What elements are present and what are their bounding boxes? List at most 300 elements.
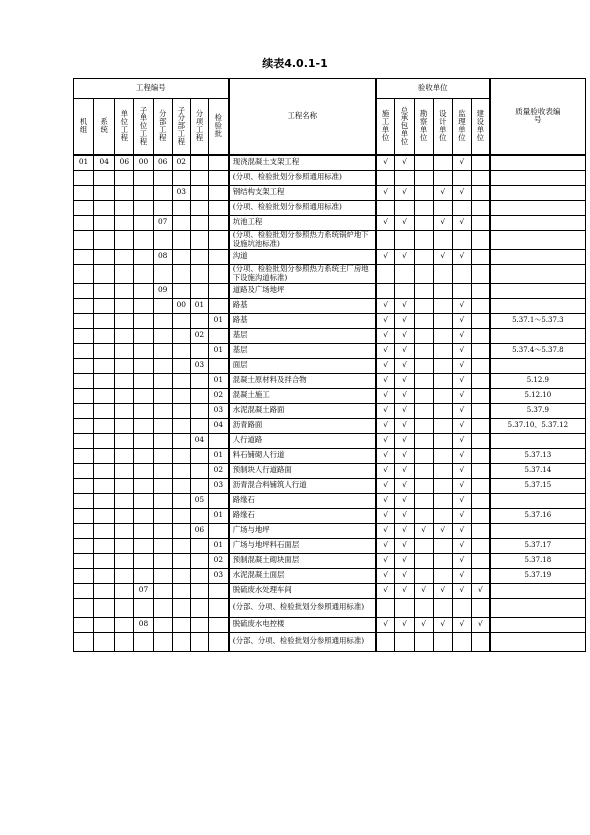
check-cell: √ — [452, 388, 471, 403]
check-cell — [452, 598, 471, 617]
check-cell — [433, 403, 452, 418]
check-cell — [414, 553, 433, 568]
code-cell — [74, 463, 94, 478]
quality-form-cell: 5.37.18 — [490, 553, 586, 568]
check-cell: √ — [395, 553, 414, 568]
check-cell — [414, 388, 433, 403]
check-cell — [471, 230, 489, 249]
code-cell — [153, 508, 172, 523]
check-cell — [414, 249, 433, 264]
code-cell — [115, 200, 134, 215]
code-cell: 08 — [153, 249, 172, 264]
code-cell — [94, 343, 115, 358]
check-cell — [471, 283, 489, 298]
check-cell — [471, 373, 489, 388]
quality-form-cell: 5.12.10 — [490, 388, 586, 403]
code-cell: 06 — [115, 155, 134, 171]
check-cell — [471, 553, 489, 568]
code-cell — [172, 478, 190, 493]
quality-form-cell — [490, 298, 586, 313]
code-cell — [172, 283, 190, 298]
code-cell — [115, 403, 134, 418]
quality-form-cell — [490, 598, 586, 617]
check-cell — [395, 170, 414, 185]
quality-form-cell — [490, 249, 586, 264]
code-cell — [134, 632, 153, 651]
check-cell: √ — [471, 583, 489, 598]
code-cell — [115, 283, 134, 298]
check-cell — [471, 478, 489, 493]
code-cell — [94, 448, 115, 463]
code-cell — [94, 185, 115, 200]
code-cell — [208, 264, 228, 283]
code-cell: 03 — [208, 403, 228, 418]
check-cell: √ — [376, 313, 395, 328]
quality-form-cell — [490, 230, 586, 249]
quality-form-cell — [490, 200, 586, 215]
quality-form-cell — [490, 215, 586, 230]
check-cell — [471, 493, 489, 508]
code-cell — [153, 598, 172, 617]
code-cell — [172, 493, 190, 508]
check-cell — [433, 463, 452, 478]
code-cell — [208, 185, 228, 200]
code-cell — [134, 388, 153, 403]
code-cell: 03 — [208, 568, 228, 583]
code-cell — [94, 478, 115, 493]
check-cell: √ — [452, 313, 471, 328]
check-cell — [452, 200, 471, 215]
check-cell — [433, 478, 452, 493]
header-unit-5: 建设单位 — [471, 99, 489, 155]
code-cell — [134, 298, 153, 313]
code-cell — [172, 328, 190, 343]
check-cell: √ — [376, 418, 395, 433]
check-cell: √ — [395, 508, 414, 523]
project-name-cell: 钢结构支架工程 — [229, 185, 376, 200]
code-cell — [208, 632, 228, 651]
code-cell: 06 — [190, 523, 208, 538]
table-row — [74, 328, 586, 343]
table-row — [74, 155, 586, 171]
check-cell: √ — [376, 403, 395, 418]
table-row — [74, 583, 586, 598]
table-row — [74, 264, 586, 283]
check-cell: √ — [452, 553, 471, 568]
code-cell — [208, 170, 228, 185]
code-cell — [153, 538, 172, 553]
code-cell — [74, 493, 94, 508]
check-cell — [433, 358, 452, 373]
code-cell: 01 — [208, 313, 228, 328]
check-cell — [452, 170, 471, 185]
project-name-cell: (分部、分项、检验批划分参照通用标准) — [229, 632, 376, 651]
check-cell: √ — [414, 617, 433, 632]
check-cell — [433, 230, 452, 249]
code-cell — [172, 523, 190, 538]
code-cell: 04 — [208, 418, 228, 433]
check-cell: √ — [376, 508, 395, 523]
code-cell — [190, 215, 208, 230]
check-cell: √ — [452, 403, 471, 418]
code-cell: 05 — [190, 493, 208, 508]
code-cell — [115, 523, 134, 538]
code-cell — [74, 388, 94, 403]
check-cell: √ — [376, 523, 395, 538]
project-name-cell: 水泥混凝土面层 — [229, 568, 376, 583]
code-cell — [190, 403, 208, 418]
check-cell: √ — [376, 373, 395, 388]
code-cell — [115, 448, 134, 463]
code-cell — [208, 298, 228, 313]
table-row — [74, 598, 586, 617]
table-row — [74, 358, 586, 373]
code-cell — [190, 448, 208, 463]
code-cell — [172, 313, 190, 328]
code-cell — [115, 433, 134, 448]
code-cell — [134, 373, 153, 388]
code-cell — [134, 313, 153, 328]
code-cell: 01 — [208, 373, 228, 388]
code-cell — [94, 617, 115, 632]
code-cell — [115, 298, 134, 313]
code-cell — [94, 249, 115, 264]
code-cell — [208, 358, 228, 373]
code-cell: 01 — [208, 448, 228, 463]
code-cell — [153, 170, 172, 185]
code-cell — [115, 313, 134, 328]
code-cell — [134, 358, 153, 373]
project-name-cell: 基层 — [229, 343, 376, 358]
header-col-6: 分项工程 — [190, 99, 208, 155]
code-cell — [94, 373, 115, 388]
code-cell — [172, 200, 190, 215]
check-cell — [414, 568, 433, 583]
quality-form-cell — [490, 358, 586, 373]
code-cell — [94, 403, 115, 418]
code-cell: 02 — [208, 388, 228, 403]
code-cell — [172, 215, 190, 230]
check-cell: √ — [452, 478, 471, 493]
code-cell — [208, 523, 228, 538]
project-name-cell: 广场与地坪 — [229, 523, 376, 538]
header-col-7: 检验批 — [208, 99, 228, 155]
project-name-cell: 广场与地坪料石面层 — [229, 538, 376, 553]
code-cell — [74, 170, 94, 185]
check-cell — [414, 200, 433, 215]
header-unit-2: 勘察单位 — [414, 99, 433, 155]
code-cell — [74, 583, 94, 598]
check-cell — [414, 508, 433, 523]
code-cell — [134, 328, 153, 343]
code-cell — [134, 463, 153, 478]
code-cell — [190, 388, 208, 403]
project-name-cell: 路基 — [229, 313, 376, 328]
code-cell — [172, 403, 190, 418]
check-cell — [414, 433, 433, 448]
code-cell — [134, 283, 153, 298]
code-cell — [172, 568, 190, 583]
code-cell — [94, 463, 115, 478]
quality-form-cell: 5.37.10、5.37.12 — [490, 418, 586, 433]
code-cell: 02 — [172, 155, 190, 171]
code-cell — [94, 298, 115, 313]
check-cell — [376, 200, 395, 215]
code-cell — [115, 328, 134, 343]
code-cell — [94, 170, 115, 185]
check-cell: √ — [376, 358, 395, 373]
code-cell — [134, 170, 153, 185]
code-cell — [94, 200, 115, 215]
table-row — [74, 523, 586, 538]
code-cell — [208, 200, 228, 215]
quality-form-cell — [490, 583, 586, 598]
check-cell: √ — [452, 508, 471, 523]
check-cell — [471, 388, 489, 403]
check-cell — [433, 538, 452, 553]
project-name-cell: 道路及广场地坪 — [229, 283, 376, 298]
check-cell — [433, 433, 452, 448]
code-cell — [153, 200, 172, 215]
check-cell: √ — [433, 617, 452, 632]
project-name-cell: 坑池工程 — [229, 215, 376, 230]
code-cell — [94, 632, 115, 651]
check-cell — [433, 170, 452, 185]
check-cell — [433, 283, 452, 298]
code-cell — [74, 185, 94, 200]
header-project-code: 工程编号 — [74, 79, 229, 99]
code-cell — [134, 249, 153, 264]
check-cell — [433, 598, 452, 617]
check-cell — [433, 313, 452, 328]
check-cell — [414, 328, 433, 343]
check-cell — [395, 283, 414, 298]
code-cell — [134, 200, 153, 215]
check-cell — [471, 358, 489, 373]
check-cell — [471, 598, 489, 617]
code-cell: 08 — [134, 617, 153, 632]
check-cell — [471, 448, 489, 463]
code-cell — [74, 230, 94, 249]
code-cell — [115, 583, 134, 598]
code-cell — [172, 433, 190, 448]
code-cell — [208, 493, 228, 508]
check-cell — [452, 283, 471, 298]
quality-form-cell: 5.37.13 — [490, 448, 586, 463]
check-cell — [414, 170, 433, 185]
check-cell — [414, 403, 433, 418]
code-cell: 07 — [153, 215, 172, 230]
check-cell: √ — [376, 617, 395, 632]
code-cell — [153, 403, 172, 418]
check-cell — [414, 598, 433, 617]
table-row — [74, 553, 586, 568]
quality-form-cell — [490, 185, 586, 200]
code-cell — [153, 264, 172, 283]
check-cell — [433, 553, 452, 568]
check-cell: √ — [433, 523, 452, 538]
check-cell — [471, 403, 489, 418]
code-cell: 01 — [208, 508, 228, 523]
quality-form-cell — [490, 328, 586, 343]
check-cell: √ — [395, 388, 414, 403]
project-name-cell: 人行道路 — [229, 433, 376, 448]
check-cell — [376, 264, 395, 283]
check-cell — [414, 418, 433, 433]
code-cell — [134, 403, 153, 418]
code-cell — [74, 283, 94, 298]
code-cell: 02 — [208, 463, 228, 478]
code-cell — [74, 632, 94, 651]
code-cell: 03 — [172, 185, 190, 200]
code-cell — [153, 463, 172, 478]
code-cell — [153, 617, 172, 632]
check-cell: √ — [452, 463, 471, 478]
check-cell: √ — [452, 493, 471, 508]
code-cell — [115, 598, 134, 617]
code-cell — [115, 617, 134, 632]
code-cell — [115, 185, 134, 200]
code-cell — [153, 298, 172, 313]
table-row — [74, 538, 586, 553]
check-cell — [414, 478, 433, 493]
check-cell — [433, 200, 452, 215]
code-cell — [172, 448, 190, 463]
code-cell — [115, 373, 134, 388]
code-cell — [94, 418, 115, 433]
quality-form-cell — [490, 170, 586, 185]
check-cell — [433, 328, 452, 343]
check-cell — [471, 328, 489, 343]
quality-form-cell — [490, 493, 586, 508]
check-cell — [414, 264, 433, 283]
check-cell: √ — [452, 185, 471, 200]
check-cell — [433, 493, 452, 508]
check-cell: √ — [376, 298, 395, 313]
table-row — [74, 568, 586, 583]
code-cell — [153, 493, 172, 508]
code-cell — [172, 617, 190, 632]
check-cell: √ — [452, 448, 471, 463]
check-cell — [471, 200, 489, 215]
code-cell — [94, 508, 115, 523]
code-cell — [134, 598, 153, 617]
header-col-3: 子单位工程 — [134, 99, 153, 155]
code-cell — [153, 358, 172, 373]
header-col-1: 系统 — [94, 99, 115, 155]
code-cell — [153, 230, 172, 249]
code-cell — [94, 264, 115, 283]
code-cell — [134, 523, 153, 538]
code-cell: 04 — [94, 155, 115, 171]
check-cell — [433, 373, 452, 388]
table-row — [74, 418, 586, 433]
project-name-cell: 料石铺砌人行道 — [229, 448, 376, 463]
code-cell — [190, 343, 208, 358]
code-cell — [94, 388, 115, 403]
check-cell: √ — [414, 523, 433, 538]
table-row — [74, 313, 586, 328]
code-cell — [115, 463, 134, 478]
code-cell — [190, 583, 208, 598]
check-cell: √ — [376, 583, 395, 598]
code-cell — [115, 418, 134, 433]
header-acceptance-units: 验收单位 — [376, 79, 490, 99]
code-cell — [115, 264, 134, 283]
table-row — [74, 343, 586, 358]
code-cell: 01 — [208, 343, 228, 358]
code-cell — [190, 230, 208, 249]
check-cell: √ — [395, 215, 414, 230]
project-name-cell: (分项、检验批划分参照通用标准) — [229, 170, 376, 185]
check-cell: √ — [452, 358, 471, 373]
check-cell — [452, 264, 471, 283]
code-cell: 07 — [134, 583, 153, 598]
code-cell — [115, 358, 134, 373]
table-row — [74, 493, 586, 508]
quality-form-cell: 5.37.17 — [490, 538, 586, 553]
table-row — [74, 170, 586, 185]
code-cell: 06 — [153, 155, 172, 171]
check-cell: √ — [395, 433, 414, 448]
check-cell: √ — [452, 328, 471, 343]
header-unit-1: 总承包单位 — [395, 99, 414, 155]
code-cell — [153, 448, 172, 463]
code-cell — [74, 478, 94, 493]
quality-form-cell — [490, 433, 586, 448]
code-cell — [172, 373, 190, 388]
check-cell: √ — [452, 215, 471, 230]
code-cell — [74, 523, 94, 538]
code-cell — [115, 538, 134, 553]
code-cell — [115, 249, 134, 264]
code-cell: 02 — [208, 553, 228, 568]
code-cell: 01 — [74, 155, 94, 171]
code-cell — [74, 343, 94, 358]
code-cell — [74, 313, 94, 328]
check-cell: √ — [395, 523, 414, 538]
check-cell: √ — [395, 538, 414, 553]
code-cell: 03 — [208, 478, 228, 493]
check-cell: √ — [433, 185, 452, 200]
code-cell — [208, 215, 228, 230]
code-cell — [74, 553, 94, 568]
code-cell — [94, 283, 115, 298]
code-cell — [74, 298, 94, 313]
check-cell — [395, 598, 414, 617]
check-cell: √ — [395, 493, 414, 508]
check-cell — [471, 249, 489, 264]
check-cell: √ — [395, 418, 414, 433]
project-name-cell: 路缘石 — [229, 493, 376, 508]
table-row — [74, 230, 586, 249]
check-cell — [471, 433, 489, 448]
check-cell — [376, 598, 395, 617]
code-cell — [190, 418, 208, 433]
quality-form-cell — [490, 632, 586, 651]
code-cell — [74, 433, 94, 448]
project-name-cell: 路基 — [229, 298, 376, 313]
check-cell — [376, 632, 395, 651]
check-cell — [433, 298, 452, 313]
code-cell: 00 — [172, 298, 190, 313]
quality-form-cell: 5.12.9 — [490, 373, 586, 388]
code-cell — [153, 343, 172, 358]
code-cell — [190, 170, 208, 185]
check-cell: √ — [395, 328, 414, 343]
code-cell — [134, 418, 153, 433]
check-cell: √ — [395, 463, 414, 478]
